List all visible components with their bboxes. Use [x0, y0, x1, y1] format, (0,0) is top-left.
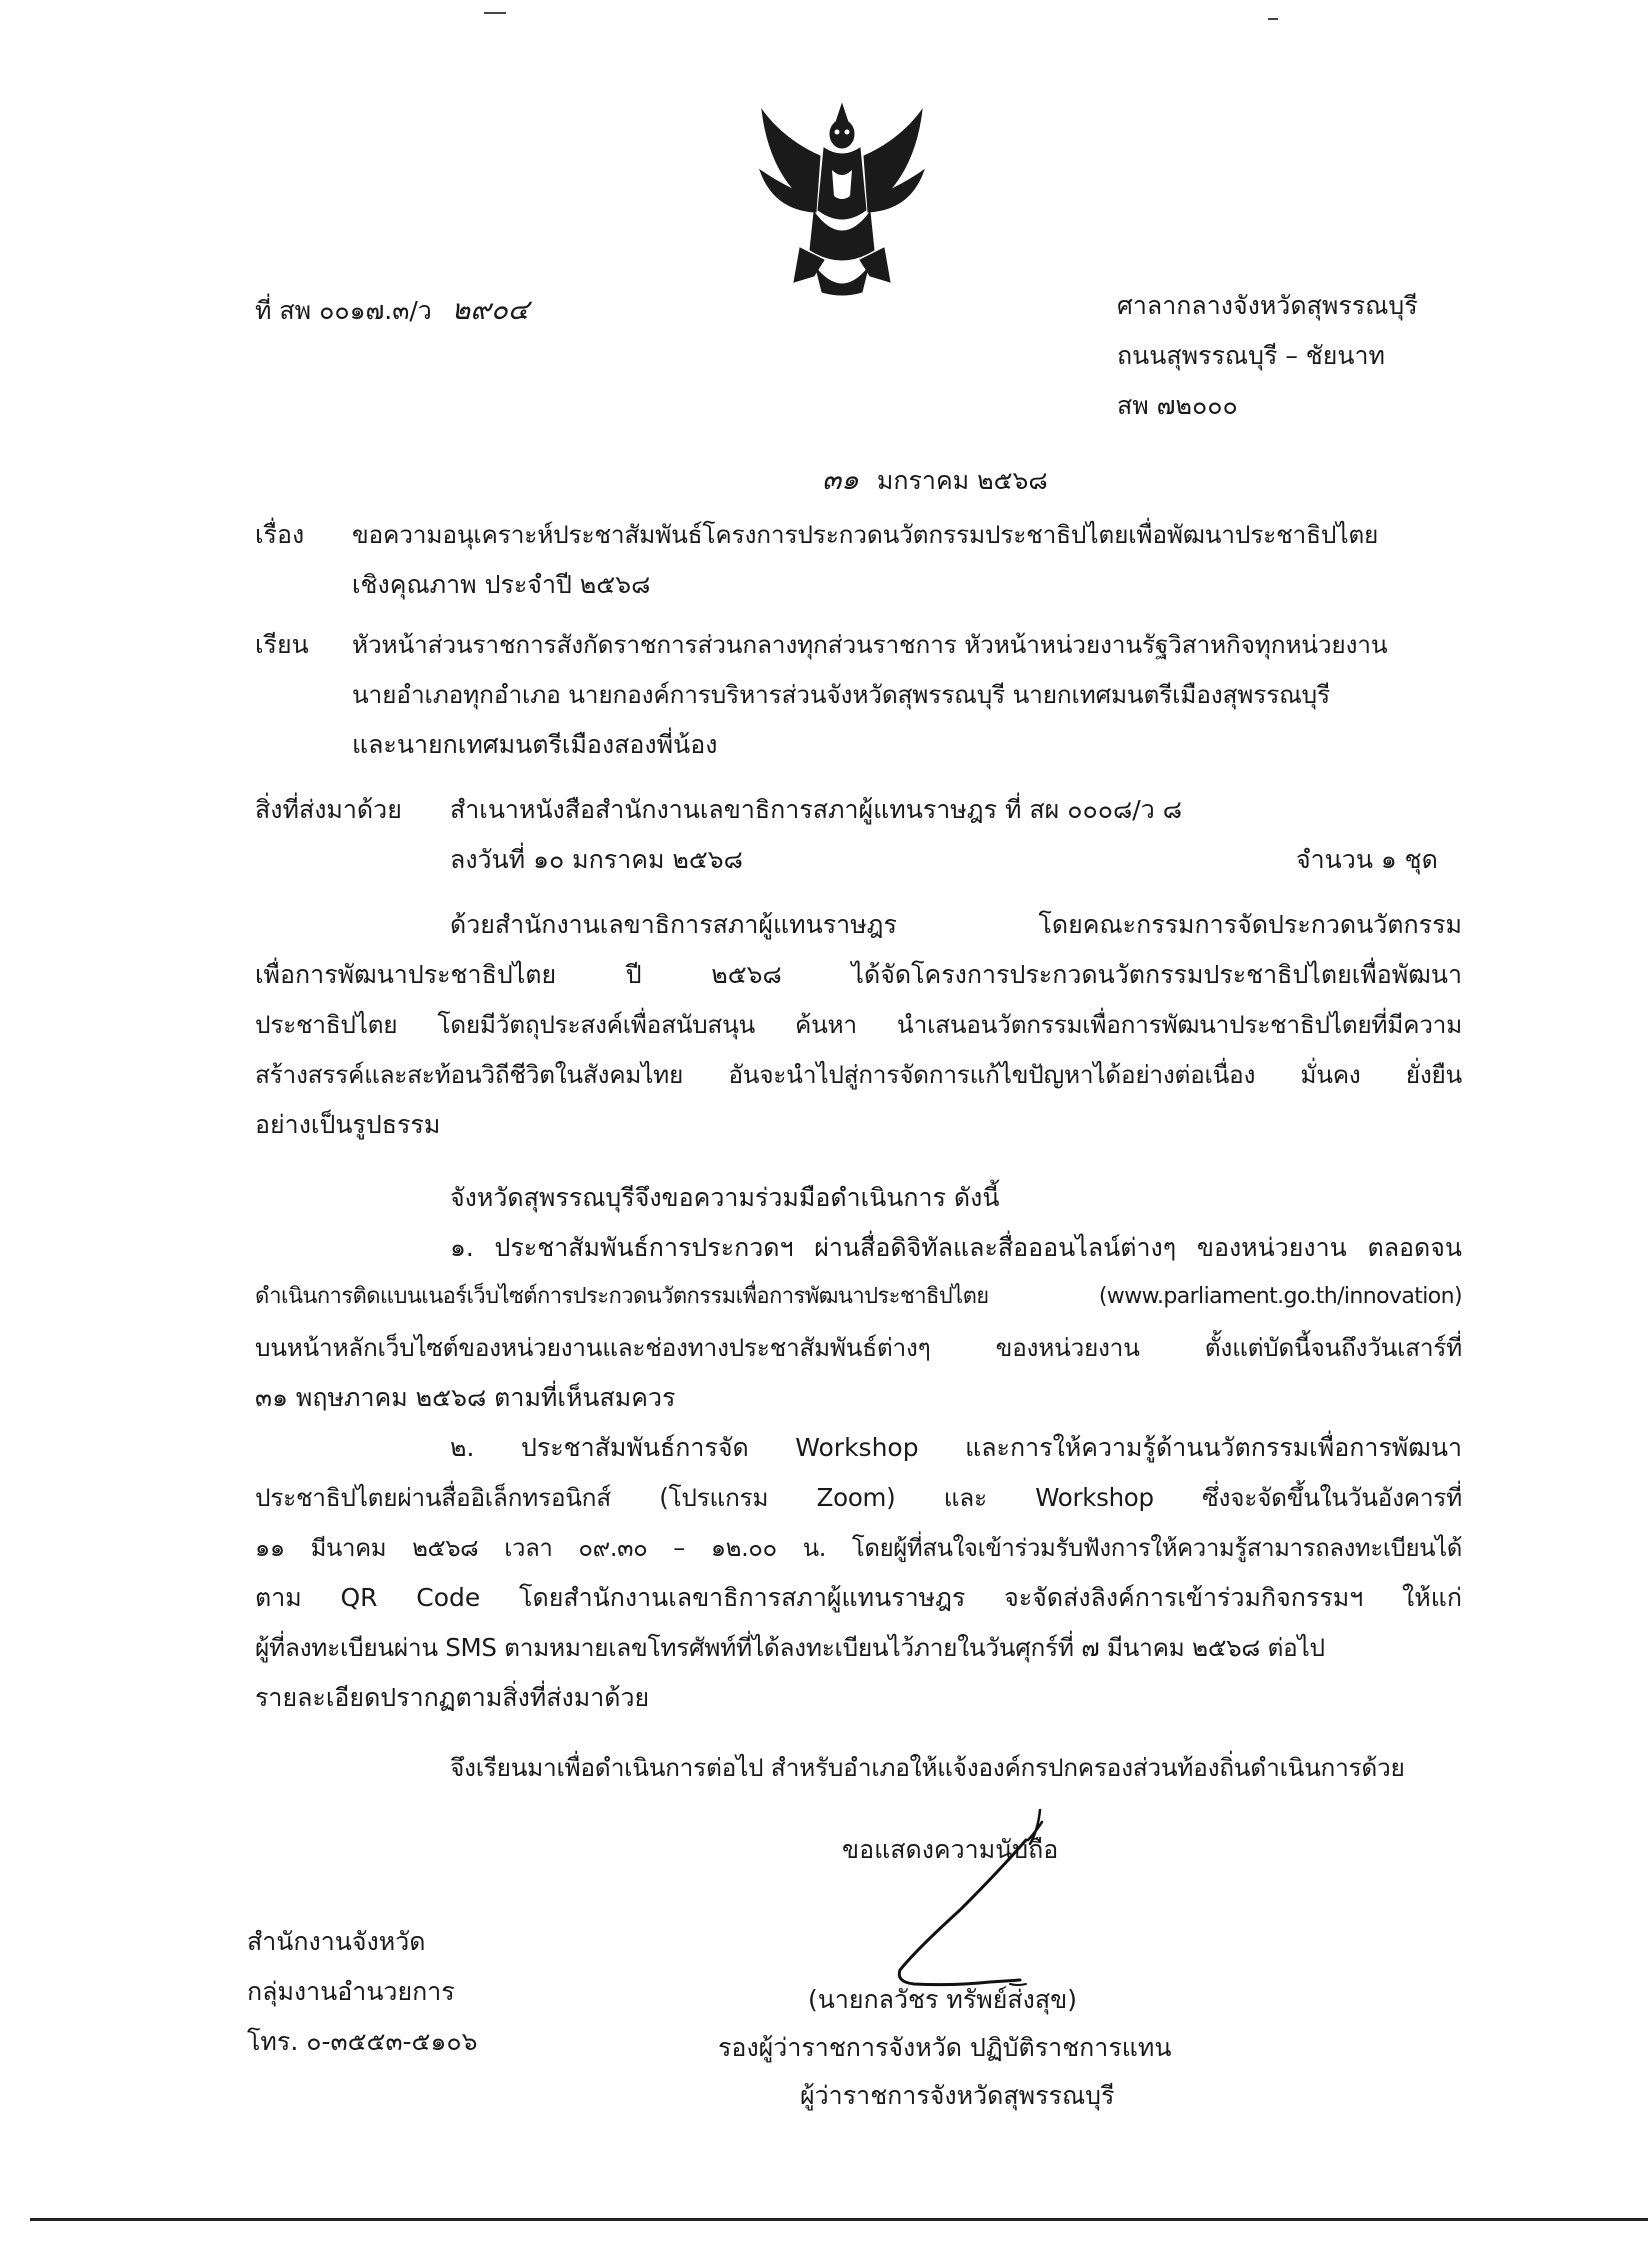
address-line: ถนนสุพรรณบุรี – ชัยนาท	[1117, 341, 1386, 370]
scan-border-line	[30, 2218, 1648, 2221]
subject-label: เรื่อง	[255, 520, 305, 549]
footer-line: สำนักงานจังหวัด	[247, 1927, 426, 1956]
address-line: ศาลากลางจังหวัดสุพรรณบุรี	[1117, 291, 1418, 320]
subject-line: ขอความอนุเคราะห์ประชาสัมพันธ์โครงการประกวดนวัตกรรมประชาธิปไตยเพื่อพัฒนาประชาธิปไตย	[352, 520, 1379, 549]
closing-salutation: ขอแสดงความนับถือ	[842, 1835, 1059, 1864]
reference-handwritten-number: ๒๙๐๔	[451, 293, 529, 326]
recipient-line: และนายกเทศมนตรีเมืองสองพี่น้อง	[352, 730, 718, 759]
footer-line: กลุ่มงานอำนวยการ	[247, 1977, 455, 2006]
body-line: ๑๑ มีนาคม ๒๕๖๘ เวลา ๐๙.๓๐ – ๑๒.๐๐ น. โดยผู้ที่สนใจเข้าร่วมรับฟังการให้ความรู้สามารถลงทะเบียนได้	[255, 1534, 1462, 1562]
signatory-name: (นายกลวัชร ทรัพย์ส่งสุข)	[808, 1985, 1077, 2014]
body-line: ๒. ประชาสัมพันธ์การจัด Workshop และการให้ความรู้ด้านนวัตกรรมเพื่อการพัฒนา	[450, 1433, 1462, 1462]
body-line: เพื่อการพัฒนาประชาธิปไตย ปี ๒๕๖๘ ได้จัดโครงการประกวดนวัตกรรมประชาธิปไตยเพื่อพัฒนา	[255, 960, 1462, 989]
enclosure-count: จำนวน ๑ ชุด	[1296, 845, 1438, 874]
recipient-line: นายอำเภอทุกอำเภอ นายกองค์การบริหารส่วนจังหวัดสุพรรณบุรี นายกเทศมนตรีเมืองสุพรรณบุรี	[352, 680, 1330, 709]
body-line: อย่างเป็นรูปธรรม	[255, 1110, 441, 1139]
date-month-year: มกราคม ๒๕๖๘	[876, 466, 1048, 495]
enclosure-line: ลงวันที่ ๑๐ มกราคม ๒๕๖๘	[450, 845, 743, 874]
signatory-position: รองผู้ว่าราชการจังหวัด ปฏิบัติราชการแทน	[718, 2033, 1172, 2062]
body-line: สร้างสรรค์และสะท้อนวิถีชีวิตในสังคมไทย อันจะนำไปสู่การจัดการแก้ไขปัญหาได้อย่างต่อเนื่อง มั่นคง ยั่งยืน	[255, 1060, 1462, 1089]
footer-line: โทร. ๐-๓๕๕๓-๕๑๐๖	[247, 2027, 478, 2056]
body-line: ประชาธิปไตยผ่านสื่ออิเล็กทรอนิกส์ (โปรแกรม Zoom) และ Workshop ซึ่งจะจัดขึ้นในวันอังคารที่	[255, 1483, 1462, 1512]
body-line: ๓๑ พฤษภาคม ๒๕๖๘ ตามที่เห็นสมควร	[255, 1383, 676, 1412]
body-line: บนหน้าหลักเว็บไซต์ของหน่วยงานและช่องทางประชาสัมพันธ์ต่างๆ ของหน่วยงาน ตั้งแต่บัดนี้จนถึงวันเสาร์ที่	[255, 1333, 1462, 1362]
body-paragraph: จึงเรียนมาเพื่อดำเนินการต่อไป สำหรับอำเภอให้แจ้งองค์กรปกครองส่วนท้องถิ่นดำเนินการด้วย	[450, 1753, 1405, 1782]
scan-mark	[1268, 18, 1278, 20]
scan-mark	[484, 12, 506, 14]
document-date	[822, 458, 1048, 502]
reference-prefix: ที่ สพ ๐๐๑๗.๓/ว	[255, 296, 432, 325]
body-paragraph: จังหวัดสุพรรณบุรีจึงขอความร่วมมือดำเนินการ ดังนี้	[450, 1183, 1000, 1212]
body-line: รายละเอียดปรากฏตามสิ่งที่ส่งมาด้วย	[255, 1683, 650, 1712]
recipient-line: หัวหน้าส่วนราชการสังกัดราชการส่วนกลางทุกส่วนราชการ หัวหน้าหน่วยงานรัฐวิสาหกิจทุกหน่วยงาน	[352, 630, 1388, 659]
body-line: ผู้ที่ลงทะเบียนผ่าน SMS ตามหมายเลขโทรศัพท์ที่ได้ลงทะเบียนไว้ภายในวันศุกร์ที่ ๗ มีนาคม ๒๕๖๘ ต่อไป	[255, 1633, 1325, 1662]
signature-icon	[860, 1800, 1060, 2000]
signatory-position: ผู้ว่าราชการจังหวัดสุพรรณบุรี	[800, 2081, 1115, 2110]
enclosure-label: สิ่งที่ส่งมาด้วย	[255, 795, 402, 824]
recipient-label: เรียน	[255, 630, 309, 659]
date-day-handwritten: ๓๑	[822, 463, 859, 496]
enclosure-line: สำเนาหนังสือสำนักงานเลขาธิการสภาผู้แทนราษฎร ที่ สผ ๐๐๐๘/ว ๘	[450, 795, 1182, 824]
reference-number	[255, 288, 529, 332]
subject-line: เชิงคุณภาพ ประจำปี ๒๕๖๘	[352, 570, 651, 599]
body-line: ด้วยสำนักงานเลขาธิการสภาผู้แทนราษฎร โดยคณะกรรมการจัดประกวดนวัตกรรม	[450, 910, 1462, 939]
body-line: ๑. ประชาสัมพันธ์การประกวดฯ ผ่านสื่อดิจิทัลและสื่อออนไลน์ต่างๆ ของหน่วยงาน ตลอดจน	[450, 1233, 1462, 1262]
body-line: ประชาธิปไตย โดยมีวัตถุประสงค์เพื่อสนับสนุน ค้นหา นำเสนอนวัตกรรมเพื่อการพัฒนาประชาธิปไตยที่มีความ	[255, 1010, 1462, 1039]
address-line: สพ ๗๒๐๐๐	[1117, 391, 1238, 420]
garuda-emblem-icon	[754, 100, 930, 300]
body-line: ดำเนินการติดแบนเนอร์เว็บไซต์การประกวดนวัตกรรมเพื่อการพัฒนาประชาธิปไตย (www.parliament.go.th/innovation)	[255, 1284, 1462, 1309]
body-line: ตาม QR Code โดยสำนักงานเลขาธิการสภาผู้แทนราษฎร จะจัดส่งลิงค์การเข้าร่วมกิจกรรมฯ ให้แก่	[255, 1583, 1462, 1612]
